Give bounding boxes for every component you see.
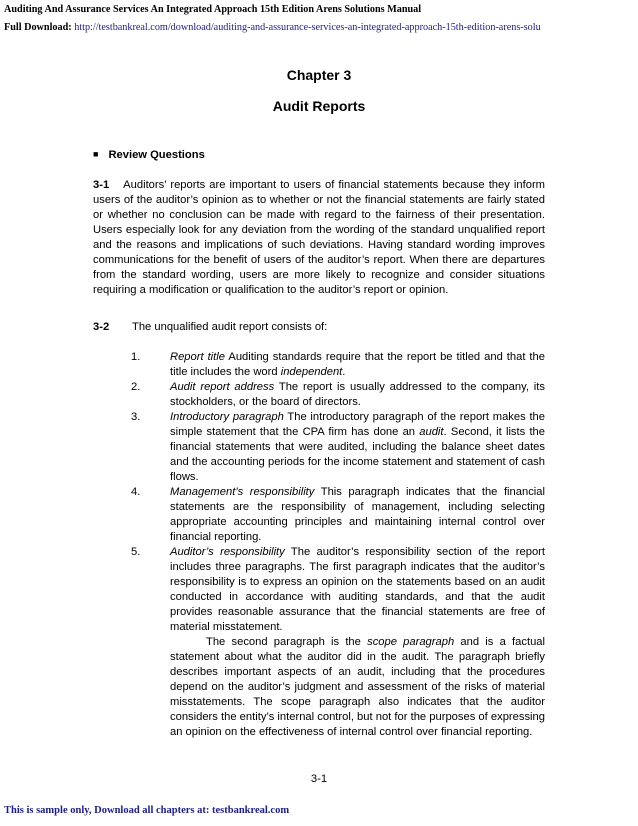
item-title: Report title <box>170 351 225 363</box>
item-number: 4. <box>131 486 141 498</box>
list-item <box>93 350 545 380</box>
question-3-1 <box>93 178 545 298</box>
download-line <box>4 22 541 33</box>
download-link[interactable]: http://testbankreal.com/download/auditing-and-assurance-services-an-integrated-approach-15th-edition-arens-solu <box>74 22 541 33</box>
scope-text-end: and is a factual statement about what the auditor did in the audit. The paragraph briefly describes important aspects of an audit, including that the procedures depend on the auditor’s judgment and assessment of the risks of material misstatements. The scope paragraph also indicates that the auditor considers the entity’s internal control, but not for the purposes of expressing an opinion on the effectiveness of internal control over financial reporting. <box>170 636 545 738</box>
page-number: 3-1 <box>310 773 328 785</box>
scope-paragraph <box>93 635 545 740</box>
item-title: Management’s responsibility <box>170 486 315 498</box>
item-text: The report is usually addressed to the company, its stockholders, or the board of directors. <box>170 381 545 408</box>
question-answer-text: Auditors’ reports are important to users of financial statements because they inform users of the auditor’s opinion as to whether or not the financial statements are fairly stated or whether no conclusion can be made with regard to the fairness of their presentation. Users especially look for any deviation from the wording of the standard unqualified report and the reasons and implications of such deviations. Having standard wording improves communications for the benefit of users of the auditor’s report. When there are departures from the standard wording, users are more likely to recognize and consider situations requiring a modification or qualification to the auditor’s report or opinion. <box>93 179 545 296</box>
download-label: Full Download: <box>4 22 75 33</box>
item-title: Audit report address <box>170 381 275 393</box>
item-number: 3. <box>131 411 141 423</box>
question-3-2-intro <box>93 321 327 333</box>
item-emphasis: independent <box>280 366 343 378</box>
question-intro-text: The unqualified audit report consists of: <box>132 321 328 333</box>
question-number: 3-1 <box>93 179 110 191</box>
item-number: 1. <box>131 351 141 363</box>
item-emphasis: audit <box>419 426 444 438</box>
question-number: 3-2 <box>93 321 110 333</box>
item-text: The auditor’s responsibility section of the report includes three paragraphs. The first paragraph indicates that the auditor’s responsibility is to express an opinion on the statements based on an audit conducted in accordance with auditing standards, and that the audit provides reasonable assurance that the financial statements are free of material misstatement. <box>170 546 546 633</box>
item-number: 5. <box>131 546 141 558</box>
item-text: The introductory paragraph of the report makes the simple statement that the CPA firm has done an <box>170 411 546 438</box>
item-text: This paragraph indicates that the financial statements are the responsibility of management, including selecting appropriate accounting principles and maintaining internal control over financial reporting. <box>170 486 545 543</box>
scope-emphasis: scope paragraph <box>367 636 455 648</box>
footer-notice[interactable]: This is sample only, Download all chapters at: testbankreal.com <box>4 805 290 816</box>
list-item <box>93 380 545 410</box>
section-heading <box>93 149 205 161</box>
list-item <box>93 545 545 635</box>
square-bullet-icon: ■ <box>93 149 99 159</box>
item-text: Auditing standards require that the report be titled and that the title includes the word <box>170 351 545 378</box>
item-text-end: . <box>342 366 346 378</box>
section-heading-label: Review Questions <box>108 149 205 161</box>
list-item <box>93 410 545 485</box>
item-title: Introductory paragraph <box>170 411 284 423</box>
item-title: Auditor’s responsibility <box>170 546 285 558</box>
list-item <box>93 485 545 545</box>
scope-text: The second paragraph is the <box>206 636 368 648</box>
item-number: 2. <box>131 381 141 393</box>
item-text-end: . Second, it lists the financial statements that were audited, including the balance sheet dates and the accounting periods for the income statement and statement of cash flows. <box>170 426 546 483</box>
report-components-list <box>93 350 545 740</box>
chapter-title: Chapter 3 <box>286 67 352 83</box>
document-header-title: Auditing And Assurance Services An Integrated Approach 15th Edition Arens Solutions Manual <box>4 4 422 15</box>
chapter-subtitle: Audit Reports <box>272 98 366 114</box>
